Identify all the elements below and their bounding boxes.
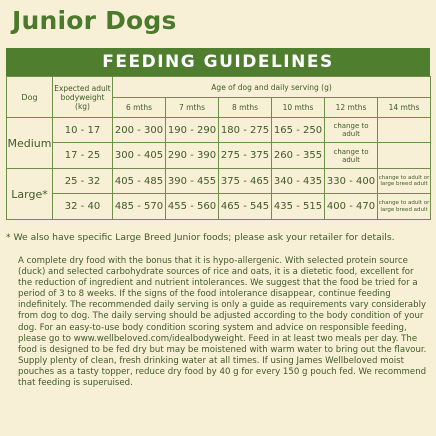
group-medium: Medium — [7, 118, 53, 169]
serving-cell: change to adult — [325, 143, 378, 169]
feeding-table — [6, 76, 431, 220]
large-breed-note: * We also have specific Large Breed Junior foods; please ask your retailer for details. — [6, 232, 395, 243]
weight-header: Expected adult bodyweight (kg) — [53, 77, 113, 118]
feeding-guidelines-banner: FEEDING GUIDELINES — [6, 48, 430, 76]
serving-cell: 275 - 375 — [219, 143, 272, 169]
age-header: Age of dog and daily serving (g) — [113, 77, 431, 98]
serving-cell: 400 - 470 — [325, 194, 378, 220]
serving-cell: 465 - 545 — [219, 194, 272, 220]
age-col-7: 7 mths — [166, 98, 219, 118]
serving-cell: 260 - 355 — [272, 143, 325, 169]
serving-cell: 485 - 570 — [113, 194, 166, 220]
age-col-6: 6 mths — [113, 98, 166, 118]
serving-cell: change to adult or large breed adult — [378, 194, 431, 220]
weight-cell: 17 - 25 — [53, 143, 113, 169]
serving-cell: 340 - 435 — [272, 169, 325, 194]
description-paragraph: A complete dry food with the bonus that it is hypo-allergenic. With selected protein source (duck) and selected carbohydrate sources of rice and oats, it is a dietetic food, excellent for the reduction of ingredient and nutrient intolerances. We suggest that the food be tried for a period of 3 to 8 weeks. If the signs of the food intolerance disappear, continue feeding indefinitely. The recommended daily serving is only a guide as requirements vary considerably from dog to dog. The daily serving should be adjusted according to the body condition of your dog. For an easy-to-use body condition scoring system and advice on responsible feeding, please go to www.wellbeloved.com/idealbodyweight. Feed in at least two meals per day. The food is designed to be fed dry but may be moistened with warm water to bring out the flavour. Supply plenty of clean, fresh drinking water at all times. If using James Wellbeloved moist pouches as a tasty topper, reduce dry food by 40 g for every 150 g pouch fed. We recommend that feeding is superuised. — [18, 256, 427, 389]
serving-cell: 300 - 405 — [113, 143, 166, 169]
age-col-14: 14 mths — [378, 98, 431, 118]
serving-cell — [378, 118, 431, 143]
serving-cell: 390 - 455 — [166, 169, 219, 194]
serving-cell — [378, 143, 431, 169]
serving-cell: 405 - 485 — [113, 169, 166, 194]
serving-cell: change to adult or large breed adult — [378, 169, 431, 194]
serving-cell: 375 - 465 — [219, 169, 272, 194]
weight-cell: 25 - 32 — [53, 169, 113, 194]
age-col-12: 12 mths — [325, 98, 378, 118]
weight-cell: 32 - 40 — [53, 194, 113, 220]
serving-cell: 200 - 300 — [113, 118, 166, 143]
age-col-8: 8 mths — [219, 98, 272, 118]
weight-cell: 10 - 17 — [53, 118, 113, 143]
serving-cell: 455 - 560 — [166, 194, 219, 220]
serving-cell: 435 - 515 — [272, 194, 325, 220]
page-title: Junior Dogs — [12, 6, 177, 35]
serving-cell: 165 - 250 — [272, 118, 325, 143]
group-large: Large* — [7, 169, 53, 220]
age-col-10: 10 mths — [272, 98, 325, 118]
serving-cell: 290 - 390 — [166, 143, 219, 169]
serving-cell: 180 - 275 — [219, 118, 272, 143]
serving-cell: change to adult — [325, 118, 378, 143]
serving-cell: 330 - 400 — [325, 169, 378, 194]
serving-cell: 190 - 290 — [166, 118, 219, 143]
dog-header: Dog — [7, 77, 53, 118]
